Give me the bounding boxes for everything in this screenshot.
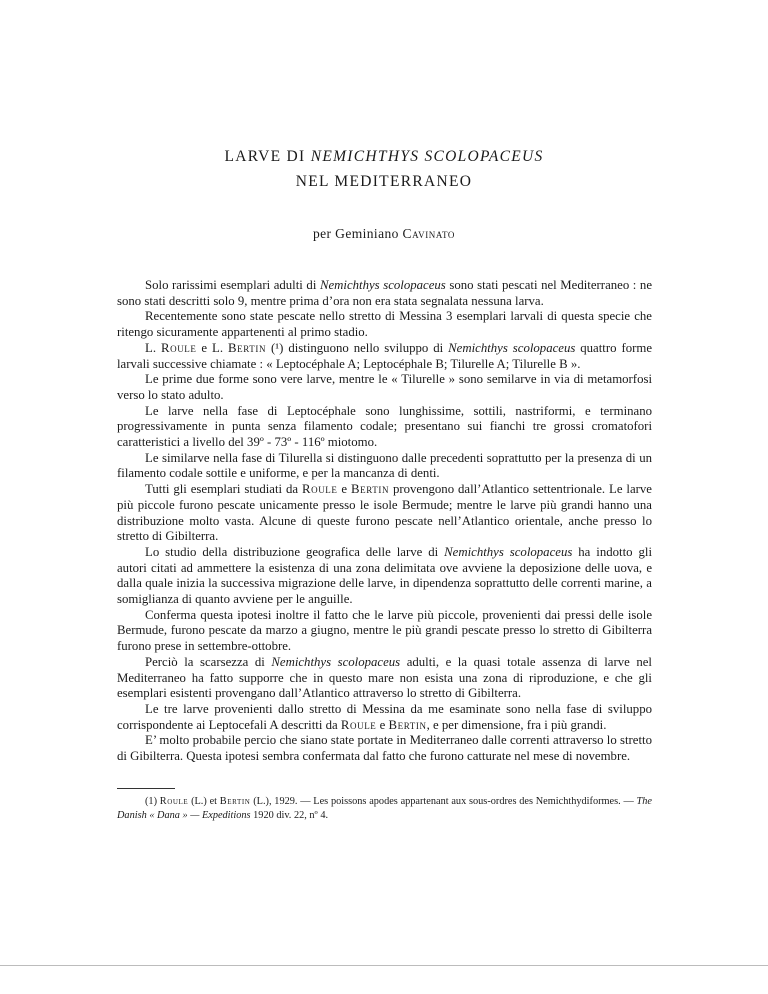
paragraph-3: L. Roule e L. Bertin (¹) distinguono nello sviluppo di Nemichthys scolopaceus quattro forme larvali successive chiamate : « Leptocéphale A; Leptocéphale B; Tilurelle A; Tilurelle B ». xyxy=(117,340,653,371)
author-prefix: per Geminiano xyxy=(312,226,403,241)
paragraph-1: Solo rarissimi esemplari adulti di Nemichthys scolopaceus sono stati pescati nel Mediterraneo : ne sono stati descritti solo 9, mentre prima d’ora non era stata segnalata nessuna larva. xyxy=(117,278,653,308)
footnote: (1) Roule (L.) et Bertin (L.), 1929. — Les poissons apodes appartenant aux sous-ordres des Nemichthydiformes. — The Danish « Dana » — Expeditions 1920 div. 22, nº 4. xyxy=(117,796,652,821)
species-name: Nemichthys scolopaceus xyxy=(444,544,573,559)
page-bottom-rule xyxy=(0,965,768,966)
species-name: Nemichthys scolopaceus xyxy=(271,654,401,669)
journal-title: The Danish « Dana » — Expeditions xyxy=(117,796,652,821)
species-name: Nemichthys scolopaceus xyxy=(448,340,576,355)
author-name: Cavinato xyxy=(402,226,456,241)
title-plain-text: LARVE DI xyxy=(224,148,311,165)
paragraph-9: Conferma questa ipotesi inoltre il fatto che le larve più piccole, provenienti dai pressi delle isole Bermude, furono pescate da marzo a giugno, mentre le più grandi pescate presso lo stretto di Gibilterra furono prese in settembre-ottobre. xyxy=(117,607,652,654)
paragraph-10: Perciò la scarsezza di Nemichthys scolopaceus adulti, e la quasi totale assenza di larve nel Mediterraneo ha fatto supporre che in questo mare non esista una zona di riproduzione, e che gli esemplari esistenti provengano dall’Atlantico attraverso lo stretto di Gibilterra. xyxy=(117,654,652,701)
paragraph-11: Le tre larve provenienti dallo stretto di Messina da me esaminate sono nella fase di sviluppo corrispondente ai Leptocefali A descritti da Roule e Bertin, e per dimensione, fra i più grandi. xyxy=(117,701,652,732)
paragraph-8: Lo studio della distribuzione geografica delle larve di Nemichthys scolopaceus ha indotto gli autori citati ad ammettere la esistenza di una zona delimitata ove avviene la deposizione delle uova, e dalla quale inizia la successiva migrazione delle larve, in dipendenza soprattutto delle correnti marine, a somiglianza di quanto avviene per le anguille. xyxy=(117,544,653,607)
footnote-separator xyxy=(117,788,175,789)
author-line xyxy=(0,226,768,242)
paragraph-12: E’ molto probabile percio che siano state portate in Mediterraneo dalle correnti attraverso lo stretto di Gibilterra. Questa ipotesi sembra confermata dal fatto che furono catturate nel mese di novembre. xyxy=(117,733,652,764)
paragraph-6: Le similarve nella fase di Tilurella si distinguono dalle precedenti soprattutto per la presenza di un filamento codale sottile e uniforme, e per la mancanza di denti. xyxy=(117,450,652,481)
paragraph-7: Tutti gli esemplari studiati da Roule e Bertin provengono dall’Atlantico settentrionale. Le larve più piccole furono pescate unicamente presso le isole Bermude; mentre le larve più grandi hanno una distribuzione molto vasta. Alcune di queste furono pescate nell’Atlantico orientale, anche presso lo stretto di Gibilterra. xyxy=(117,482,652,544)
article-body xyxy=(117,278,652,765)
article-title-line1 xyxy=(0,148,768,166)
paragraph-5: Le larve nella fase di Leptocéphale sono lunghissime, sottili, nastriformi, e terminano progressivamente in punta senza filamento codale; presentano sui fianchi tre grossi cromatofori caratteristici a livello del 39º - 73º - 116º miotomo. xyxy=(117,403,652,450)
paragraph-4: Le prime due forme sono vere larve, mentre le « Tilurelle » sono semilarve in via di metamorfosi verso lo stato adulto. xyxy=(117,372,652,402)
species-name: Nemichthys scolopaceus xyxy=(319,278,446,292)
article-title-line2: NEL MEDITERRANEO xyxy=(295,173,473,190)
title-species-name: NEMICHTHYS SCOLOPACEUS xyxy=(310,148,544,165)
paragraph-2: Recentemente sono state pescate nello stretto di Messina 3 esemplari larvali di questa specie che ritengo sicuramente appartenenti al primo stadio. xyxy=(117,309,652,340)
